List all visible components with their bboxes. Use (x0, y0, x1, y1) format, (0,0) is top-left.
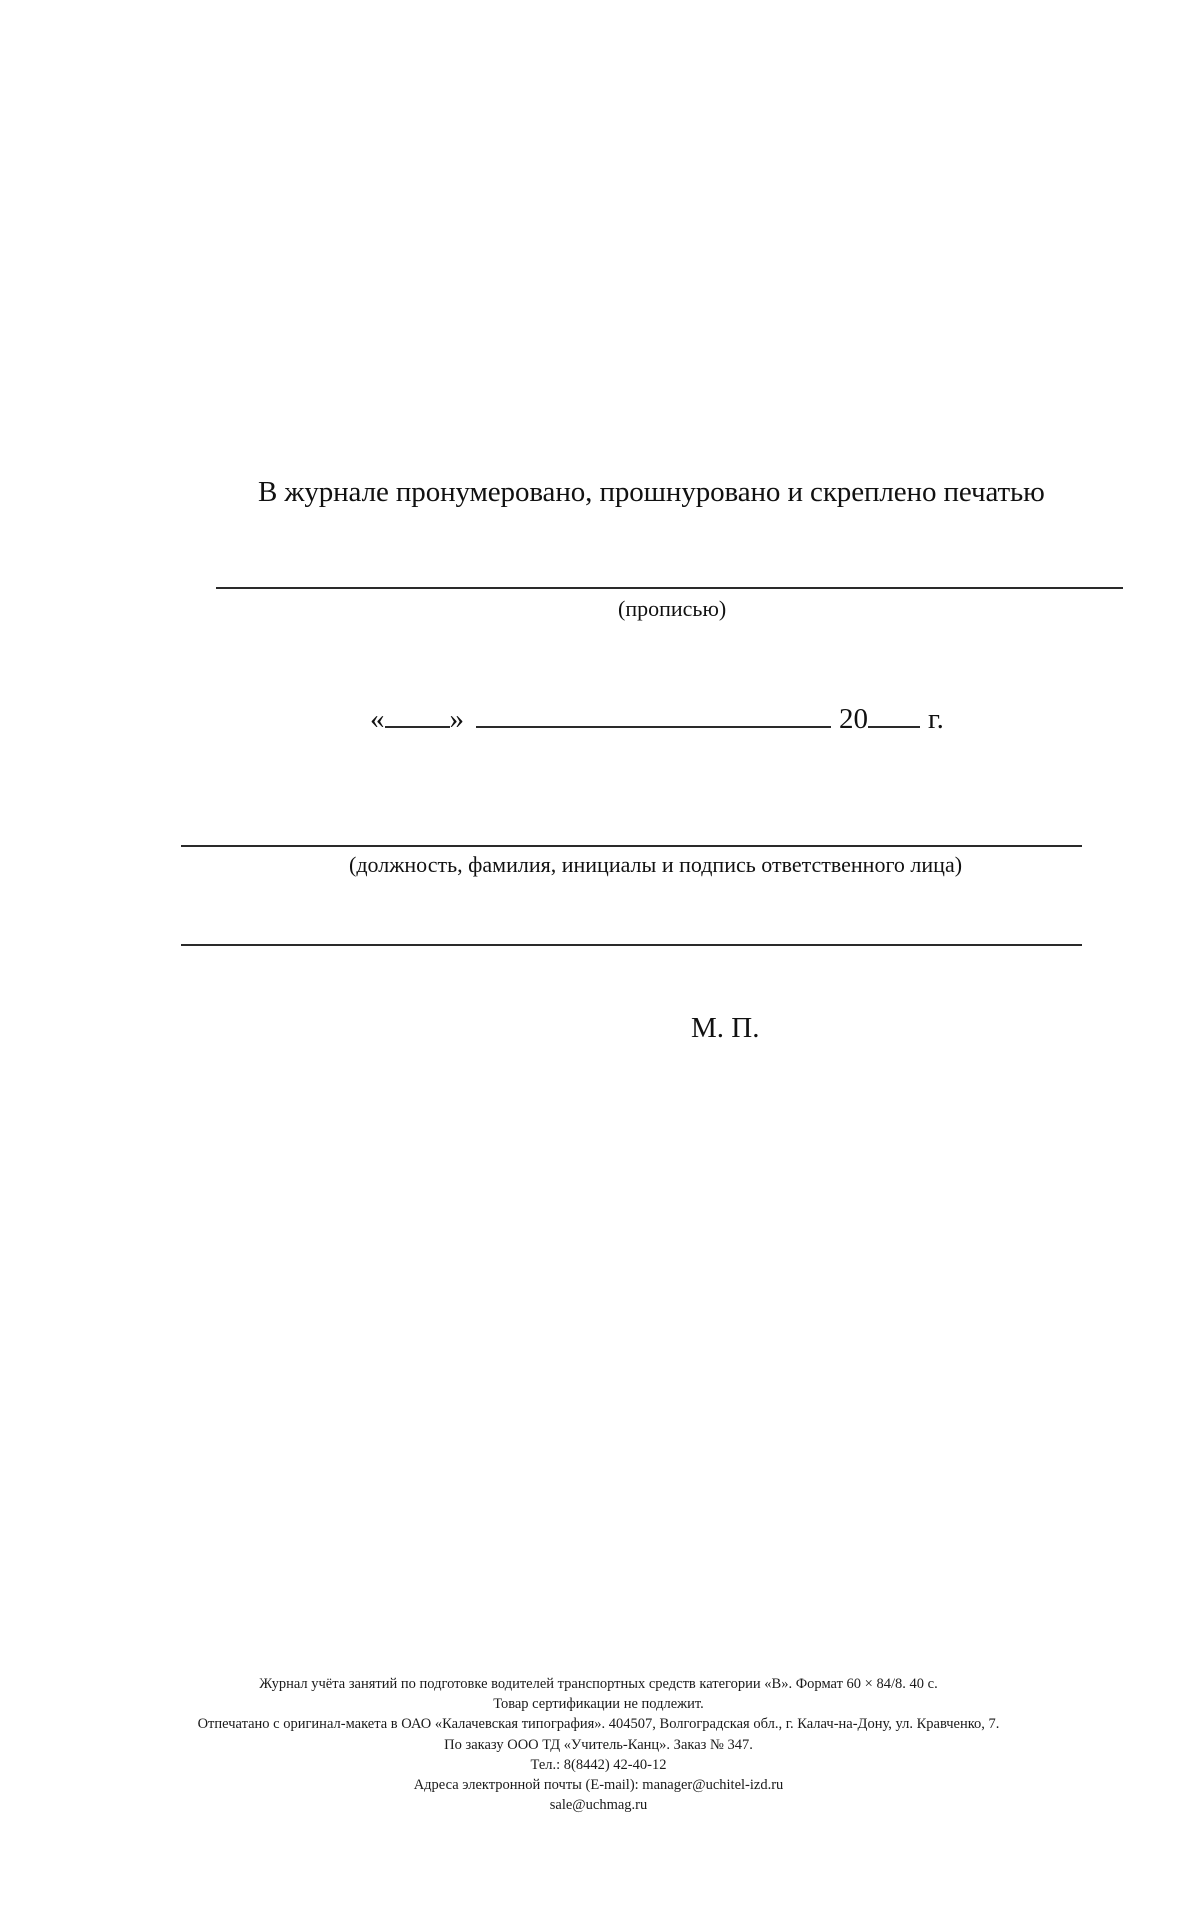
imprint-line-order: По заказу ООО ТД «Учитель-Канц». Заказ № 347. (444, 1736, 753, 1753)
page-count-caption: (прописью) (618, 596, 727, 621)
year-blank (868, 700, 920, 728)
imprint-line-certification: Товар сертификации не подлежит. (493, 1696, 704, 1713)
day-open-quote: « (370, 703, 385, 735)
imprint-line-email: Адреса электронной почты (E-mail): manager@uchitel-izd.ru (413, 1777, 784, 1794)
signatory-caption: (должность, фамилия, инициалы и подпись ответственного лица) (349, 852, 963, 877)
day-close-quote: » (449, 703, 464, 735)
certification-heading: В журнале пронумеровано, прошнуровано и скреплено печатью (258, 476, 1045, 508)
printing-imprint (0, 1674, 1197, 1815)
imprint-line-email-2: sale@uchmag.ru (549, 1797, 648, 1814)
signatory-line (181, 845, 1082, 847)
year-suffix: г. (928, 703, 944, 735)
stamp-place-label: М. П. (691, 1012, 760, 1044)
imprint-line-phone: Тел.: 8(8442) 42-40-12 (530, 1756, 667, 1773)
imprint-line-title: Журнал учёта занятий по подготовке водителей транспортных средств категории «В». Формат 60 × 84/8. 40 с. (259, 1676, 938, 1692)
date-line (370, 700, 944, 736)
page-count-line (216, 587, 1123, 589)
day-blank (385, 700, 450, 728)
imprint-line-printer: Отпечатано с оригинал-макета в ОАО «Калачевская типография». 404507, Волгоградская обл., г. Калач-на-Дону, ул. Кравченко, 7. (197, 1716, 1000, 1733)
extra-signature-line (181, 944, 1082, 946)
month-blank (476, 700, 831, 728)
year-prefix: 20 (839, 703, 868, 735)
